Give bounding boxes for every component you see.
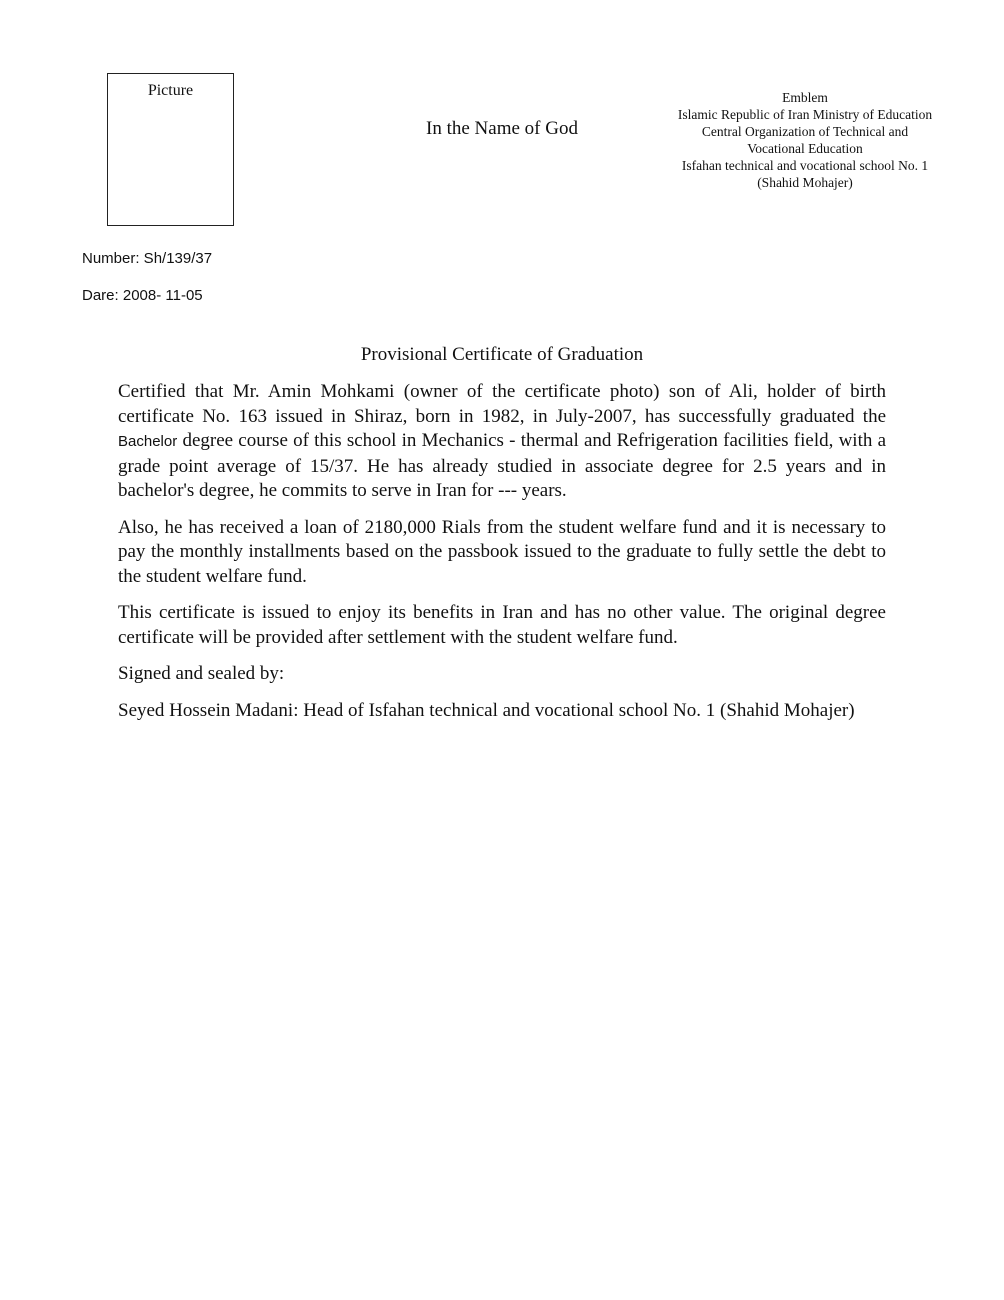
paragraph-loan: Also, he has received a loan of 2180,000 Rials from the student welfare fund and it is necessary to pay the monthly installments based on the passbook issued to the graduate to fully settle the debt to the student welfare fund.	[118, 516, 886, 587]
photo-placeholder	[107, 73, 234, 226]
signatory-line: Seyed Hossein Madani: Head of Isfahan technical and vocational school No. 1 (Shahid Mohajer)	[118, 699, 855, 721]
paragraph-validity: This certificate is issued to enjoy its benefits in Iran and has no other value. The original degree certificate will be provided after settlement with the student welfare fund.	[118, 602, 886, 648]
organization-line: Central Organization of Technical and	[701, 124, 909, 139]
document-title: Provisional Certificate of Graduation	[360, 344, 644, 365]
emblem-label: Emblem	[782, 90, 828, 105]
photo-label: Picture	[147, 82, 194, 99]
signed-sealed-label: Signed and sealed by:	[118, 663, 285, 684]
certificate-body	[118, 380, 886, 735]
organization-line-cont: Vocational Education	[747, 141, 863, 156]
paragraph-graduation-part2: degree course of this school in Mechanics - thermal and Refrigeration facilities field, with a grade point average of 15/37. He has already studied in associate degree for 2.5 years and in bachelor's degree, he commits to serve in Iran for --- years.	[118, 430, 887, 501]
paragraph-graduation	[118, 380, 886, 504]
bachelor-word: Bachelor	[118, 433, 178, 450]
ministry-line: Islamic Republic of Iran Ministry of Education	[677, 107, 933, 122]
certificate-date: Dare: 2008- 11-05	[82, 287, 203, 304]
school-subtitle: (Shahid Mohajer)	[757, 175, 853, 190]
school-line: Isfahan technical and vocational school No. 1	[681, 158, 929, 173]
invocation-heading: In the Name of God	[426, 118, 578, 139]
paragraph-graduation-part1: Certified that Mr. Amin Mohkami (owner of the certificate photo) son of Ali, holder of birth certificate No. 163 issued in Shiraz, born in 1982, in July-2007, has successfully graduated the	[118, 381, 886, 427]
issuer-header	[655, 89, 955, 191]
certificate-number: Number: Sh/139/37	[82, 250, 213, 267]
